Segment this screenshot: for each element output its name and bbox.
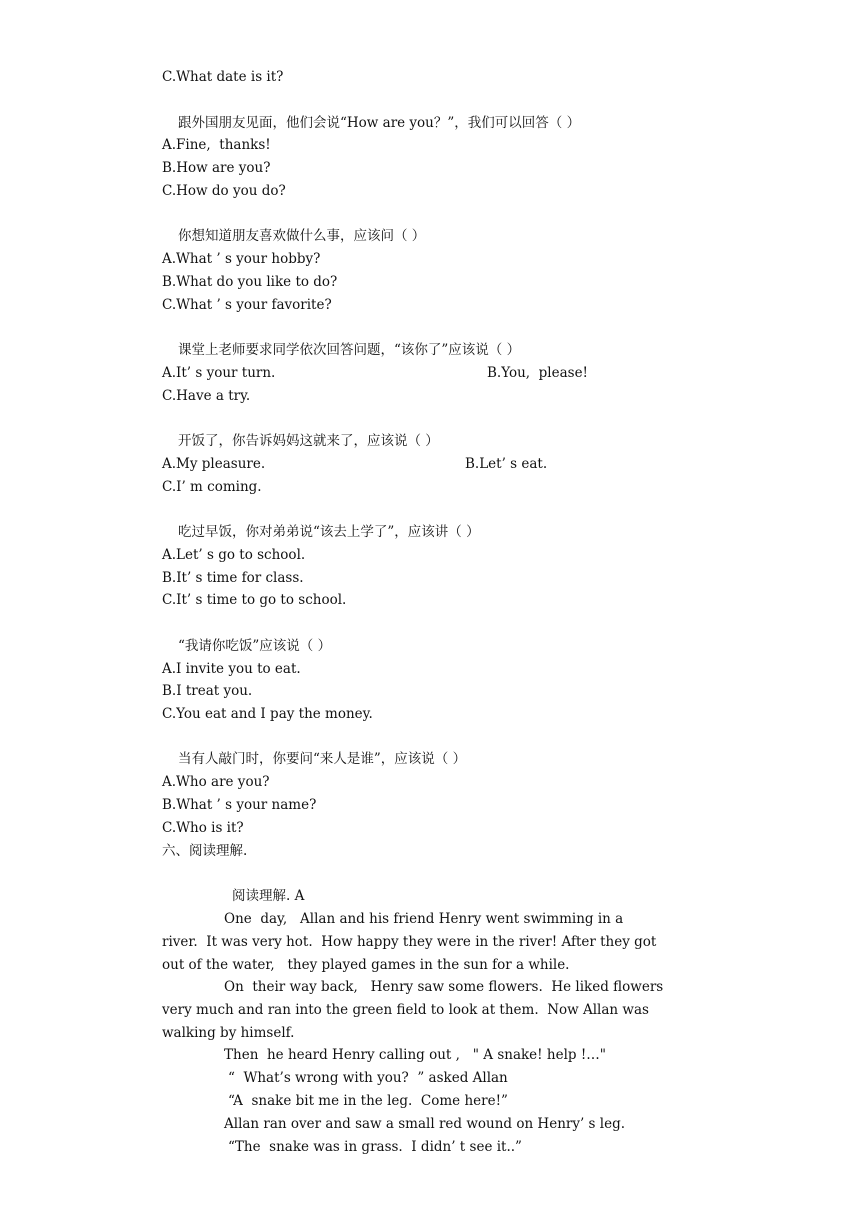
q5-option-b: B.It’ s time for class. [162, 570, 304, 586]
passage-line-9: “A snake bit me in the leg. Come here!” [228, 1093, 508, 1109]
q1-option-b: B.How are you? [162, 160, 271, 176]
q3-option-a: A.It’ s your turn. [162, 365, 276, 381]
q1-option-a: A.Fine, thanks! [162, 137, 271, 153]
question-5: 吃过早饭，你对弟弟说“该去上学了”，应该讲（ ） [178, 524, 480, 540]
q2-option-a: A.What ’ s your hobby? [162, 251, 321, 267]
passage-line-11: “The snake was in grass. I didn’ t see it..” [228, 1139, 522, 1155]
q5-option-c: C.It’ s time to go to school. [162, 592, 347, 608]
question-7: 当有人敲门时，你要问“来人是谁”，应该说（ ） [178, 751, 467, 767]
question-2: 你想知道朋友喜欢做什么事，应该问（ ） [178, 228, 426, 244]
q7-option-c: C.Who is it? [162, 820, 244, 836]
question-3: 课堂上老师要求同学依次回答问题，“该你了”应该说（ ） [178, 342, 521, 358]
passage-line-7: Then he heard Henry calling out , " A snake! help !…" [224, 1047, 606, 1063]
passage-line-3: out of the water, they played games in the sun for a while. [162, 957, 570, 973]
option-c-prev: C.What date is it? [162, 69, 284, 85]
q7-option-a: A.Who are you? [162, 774, 270, 790]
q6-option-a: A.I invite you to eat. [162, 661, 301, 677]
question-1: 跟外国朋友见面，他们会说“How are you？”，我们可以回答（ ） [178, 115, 581, 131]
question-6: “我请你吃饭”应该说（ ） [178, 638, 332, 654]
q3-option-c: C.Have a try. [162, 388, 251, 404]
passage-line-10: Allan ran over and saw a small red wound on Henry’ s leg. [224, 1116, 626, 1132]
q7-option-b: B.What ’ s your name? [162, 797, 317, 813]
passage-line-2: river. It was very hot. How happy they were in the river! After they got [162, 934, 657, 950]
q4-option-b: B.Let’ s eat. [465, 456, 548, 472]
q2-option-b: B.What do you like to do? [162, 274, 338, 290]
passage-line-1: One day, Allan and his friend Henry went swimming in a [224, 911, 624, 927]
passage-line-4: On their way back, Henry saw some flowers. He liked flowers [224, 979, 664, 995]
q6-option-b: B.I treat you. [162, 683, 253, 699]
passage-line-5: very much and ran into the green field to look at them. Now Allan was [162, 1002, 649, 1018]
question-4: 开饭了，你告诉妈妈这就来了，应该说（ ） [178, 433, 439, 449]
passage-line-8: “ What’s wrong with you? ” asked Allan [228, 1070, 508, 1086]
q3-option-b: B.You, please! [487, 365, 588, 381]
q6-option-c: C.You eat and I pay the money. [162, 706, 373, 722]
q4-option-c: C.I’ m coming. [162, 479, 262, 495]
reading-title: 阅读理解. A [232, 888, 305, 904]
q5-option-a: A.Let’ s go to school. [162, 547, 306, 563]
q4-option-a: A.My pleasure. [162, 456, 266, 472]
section-heading-reading: 六、阅读理解. [162, 843, 248, 859]
q1-option-c: C.How do you do? [162, 183, 286, 199]
q2-option-c: C.What ’ s your favorite? [162, 297, 332, 313]
passage-line-6: walking by himself. [162, 1025, 295, 1041]
